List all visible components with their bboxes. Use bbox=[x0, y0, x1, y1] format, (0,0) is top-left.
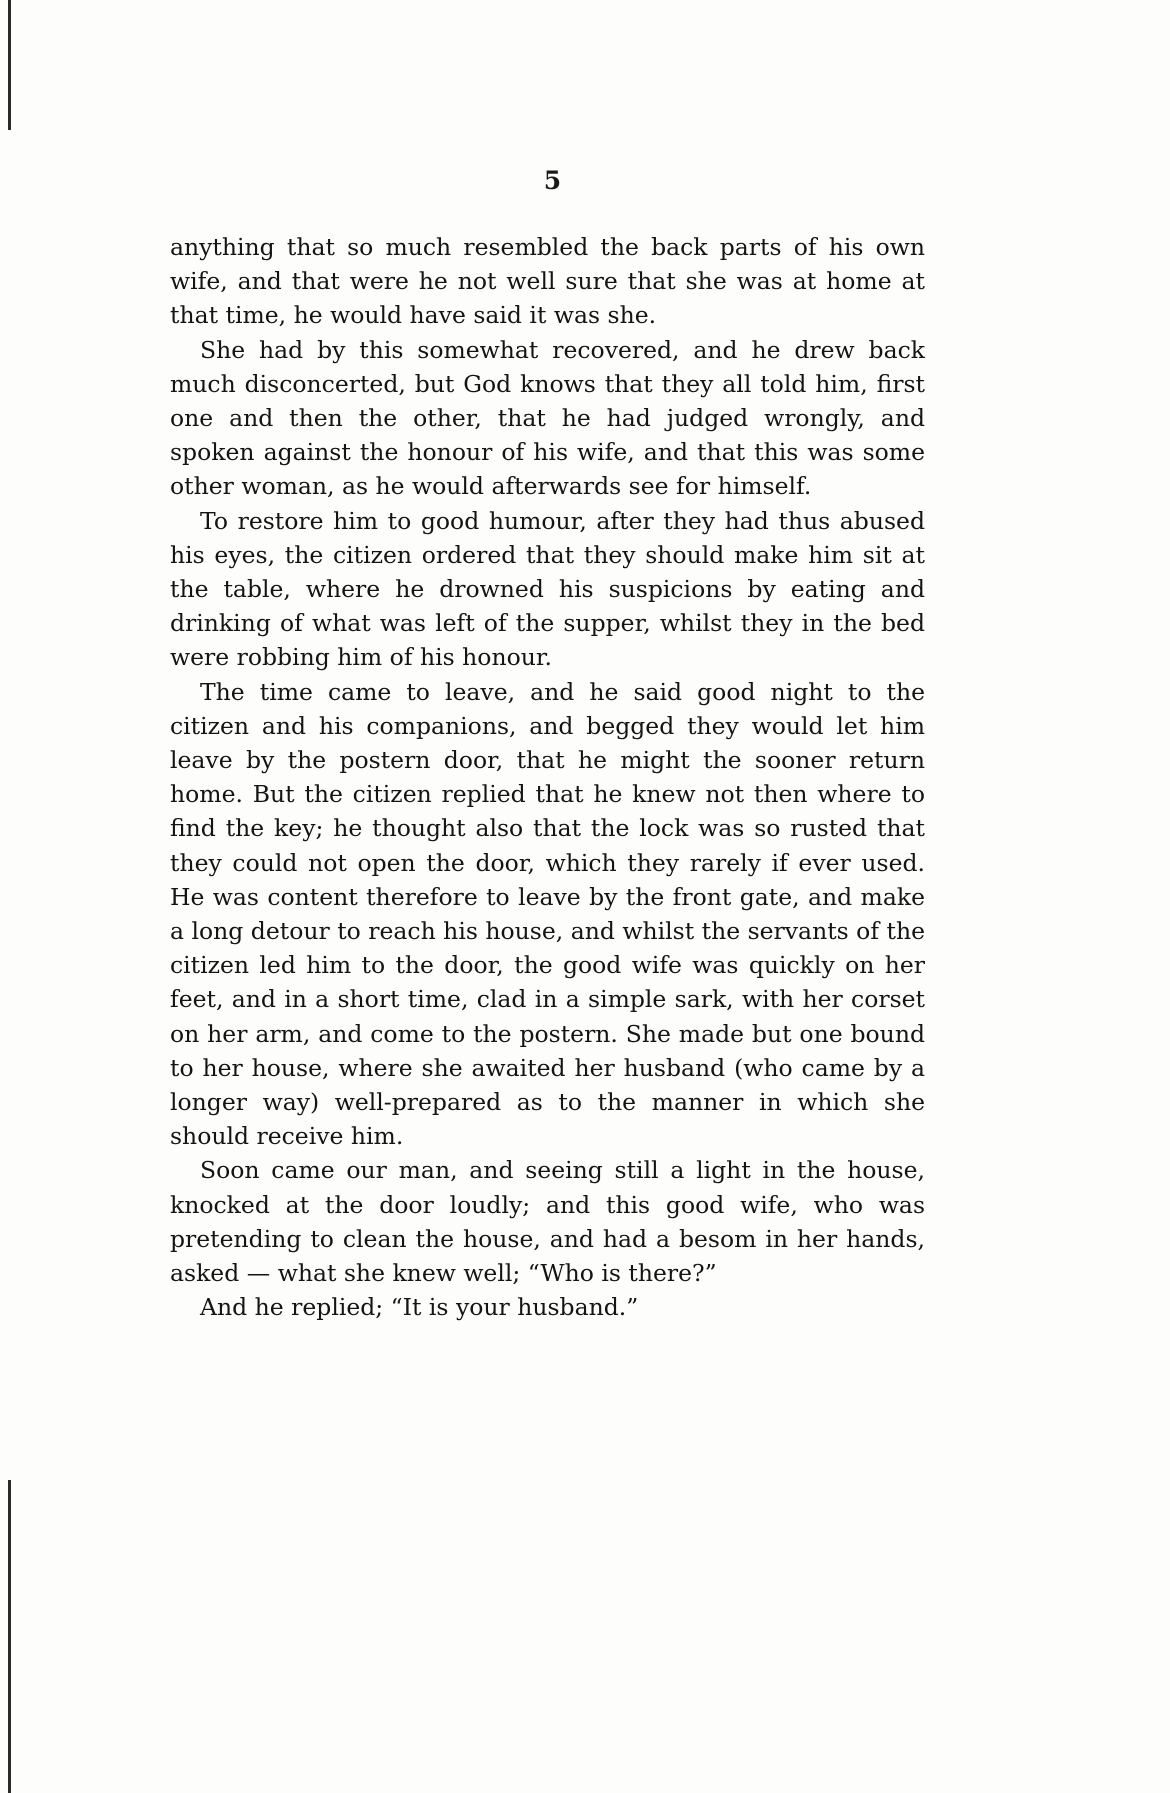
binding-edge-top bbox=[8, 0, 11, 130]
paragraph: anything that so much resembled the back parts of his own wife, and that were he not well sure that she was at home at that time, he would have said it was she. bbox=[170, 233, 925, 330]
paragraph: Soon came our man, and seeing still a light in the house, knocked at the door loudly; and this good wife, who was pretending to clean the house, and had a besom in her hands, asked — what she knew well; “Who is there?” bbox=[170, 1156, 925, 1288]
body-text bbox=[170, 230, 925, 1325]
paragraph: And he replied; “It is your husband.” bbox=[200, 1293, 639, 1322]
binding-edge-bottom bbox=[8, 1480, 11, 1793]
paragraph: The time came to leave, and he said good night to the citizen and his companions, and begged they would let him leave by the postern door, that he might the sooner return home. But the citizen replied that he knew not then where to find the key; he thought also that the lock was so rusted that they could not open the door, which they rarely if ever used. He was content therefore to leave by the front gate, and make a long detour to reach his house, and whilst the servants of the citizen led him to the door, the good wife was quickly on her feet, and in a short time, clad in a simple sark, with her corset on her arm, and come to the postern. She made but one bound to her house, where she awaited her husband (who came by a longer way) well-prepared as to the manner in which she should receive him. bbox=[170, 677, 925, 1151]
paragraph: She had by this somewhat recovered, and he drew back much disconcerted, but God knows that they all told him, first one and then the other, that he had judged wrongly, and spoken against the honour of his wife, and that this was some other woman, as he would afterwards see for himself. bbox=[170, 335, 925, 501]
paragraph: To restore him to good humour, after they had thus abused his eyes, the citizen ordered that they should make him sit at the table, where he drowned his suspicions by eating and drinking of what was left of the supper, whilst they in the bed were robbing him of his honour. bbox=[170, 506, 925, 672]
page-number: 5 bbox=[543, 166, 562, 195]
